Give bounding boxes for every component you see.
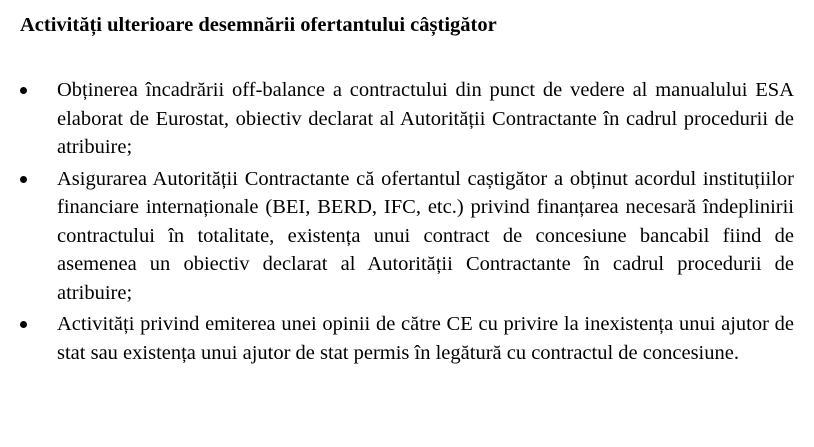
bullet-list — [0, 76, 814, 367]
list-item — [0, 76, 814, 162]
bullet-dot-icon — [20, 87, 27, 94]
list-item-text: Activități privind emiterea unei opinii de către CE cu privire la inexistența unui ajutor de stat sau existența unui ajutor de stat permis în legătură cu contractul de concesiune. — [57, 313, 794, 364]
bullet-dot-icon — [20, 321, 27, 328]
bullet-dot-icon — [20, 176, 27, 183]
list-item — [0, 165, 814, 308]
list-item-text: Asigurarea Autorității Contractante că ofertantul caștigător a obținut acordul instituțiilor financiare internaționale (BEI, BERD, IFC, etc.) privind finanțarea necesară îndeplinirii contractului în totalitate, existența unui contract de concesiune bancabil fiind de asemenea un obiectiv declarat al Autorității Contractante în cadrul procedurii de atribuire; — [57, 167, 794, 304]
section-heading: Activități ulterioare desemnării ofertantului câștigător — [20, 14, 497, 36]
list-item — [0, 310, 814, 367]
list-item-text: Obținerea încadrării off-balance a contractului din punct de vedere al manualului ESA elaborat de Eurostat, obiectiv declarat al Autorității Contractante în cadrul procedurii de atribuire; — [57, 79, 794, 158]
